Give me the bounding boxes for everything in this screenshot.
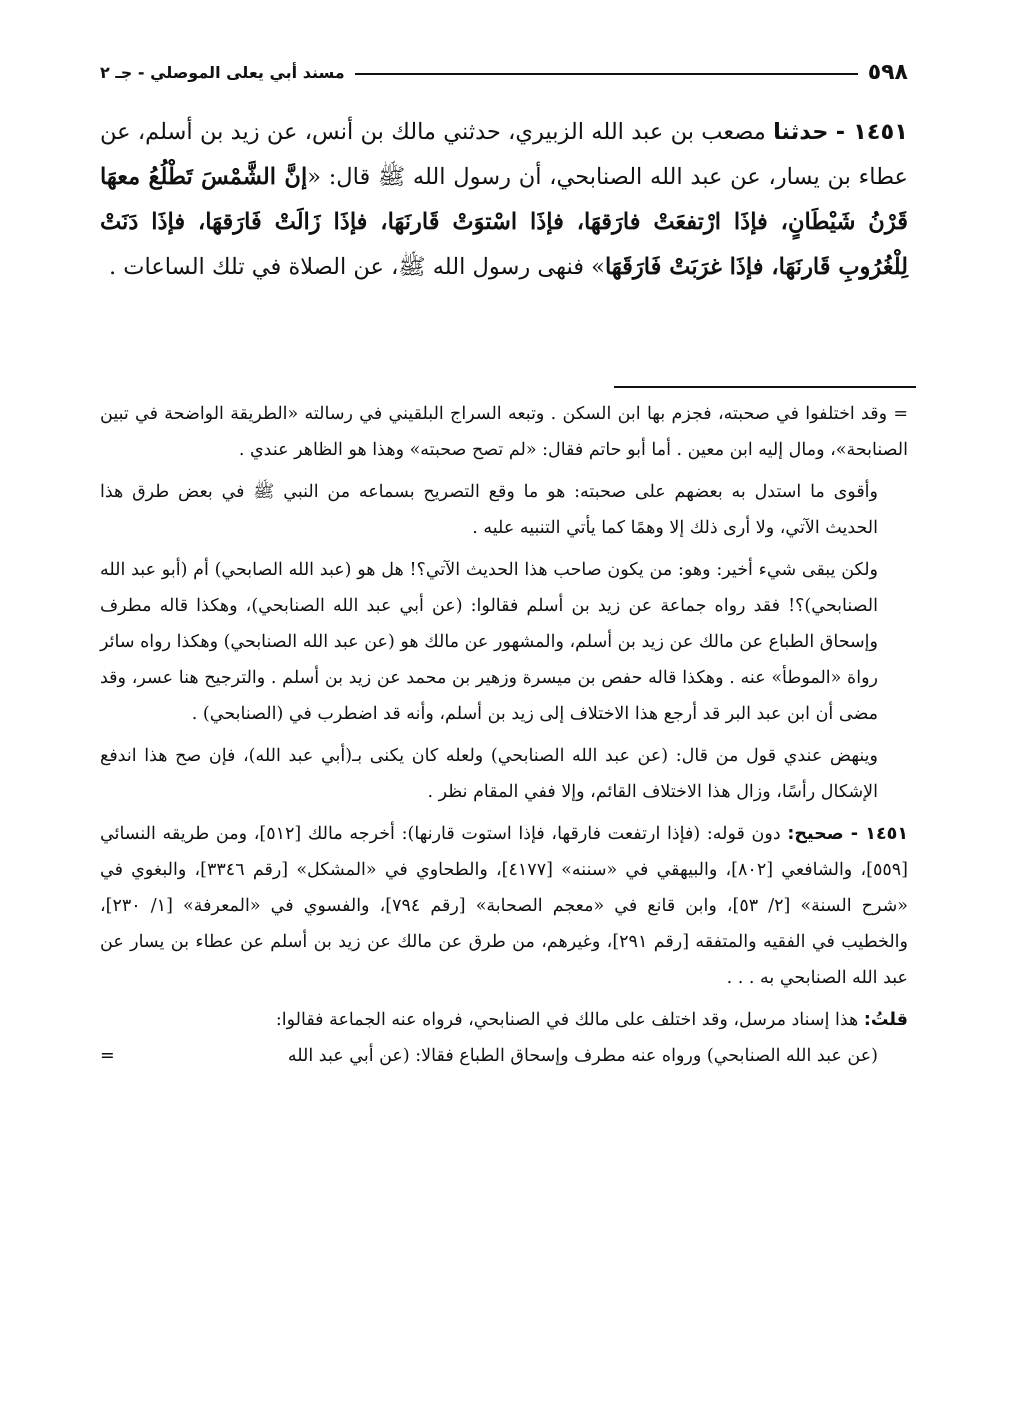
running-title: مسند أبي يعلى الموصلي - جـ ٢ (100, 56, 355, 90)
continued-line-text: (عن عبد الله الصنابحي) ورواه عنه مطرف وإسحاق الطباع فقالا: (عن أبي عبد الله (287, 1046, 878, 1066)
comment-paragraph (100, 1002, 908, 1038)
comment-lead: قلتُ: (863, 1010, 908, 1030)
footnote-text: = وقد اختلفوا في صحبته، فجزم بها ابن السكن . وتبعه السراج البلقيني في رسالته «الطريقة الواضحة في تبين الصنابحة»، ومال إليه ابن معين . أما أبو حاتم فقال: «لم تصح صحبته» وهذا هو الظاهر عندي . (100, 404, 908, 460)
hadith-tail: » فنهى رسول الله ﷺ، عن الصلاة في تلك الساعات . (109, 254, 605, 280)
footnote-separator (614, 386, 916, 388)
footnote-text: وأقوى ما استدل به بعضهم على صحبته: هو ما وقع التصريح بسماعه من النبي ﷺ في بعض طرق هذا الحديث الآتي، ولا أرى ذلك إلا وهمًا كما يأتي التنبيه عليه . (100, 482, 878, 538)
hadith-text (100, 110, 908, 290)
hadith-number: ١٤٥١ - (835, 119, 908, 145)
hadith-isnad: مصعب بن عبد الله الزبيري، حدثني مالك بن أنس، عن زيد بن أسلم، عن عطاء بن يسار، عن عبد الله الصنابحي، أن رسول الله ﷺ قال: « (100, 119, 908, 190)
comment-text: هذا إسناد مرسل، وقد اختلف على مالك في الصنابحي، فرواه عنه الجماعة فقالوا: (275, 1010, 859, 1030)
footnote-paragraph (100, 474, 908, 546)
footnotes (100, 396, 908, 1074)
continued-line (100, 1038, 908, 1074)
footnote-text: ولكن يبقى شيء أخير: وهو: من يكون صاحب هذا الحديث الآتي؟! هل هو (عبد الله الصابحي) أم (أبو عبد الله الصنابحي)؟! فقد رواه جماعة عن زيد بن أسلم فقالوا: (عن أبي عبد الله الصنابحي)، وهكذا قاله مطرف وإسحاق الطباع عن مالك عن زيد بن أسلم، والمشهور عن مالك هو (عن عبد الله الصنابحي) وهكذا رواه سائر رواة «الموطأ» عنه . وهكذا قاله حفص بن ميسرة وزهير بن محمد عن زيد بن أسلم . والترجيح هنا عسر، وقد مضى أن ابن عبد البر قد أرجع هذا الاختلاف إلى زيد بن أسلم، وأنه قد اضطرب في (الصنابحي) . (100, 560, 878, 724)
continuation-mark: = (100, 1046, 115, 1066)
footnote-text: وينهض عندي قول من قال: (عن عبد الله الصنابحي) ولعله كان يكنى بـ(أبي عبد الله)، فإن صح هذا اندفع الإشكال رأسًا، وزال هذا الاختلاف القائم، وإلا ففي المقام نظر . (100, 746, 878, 802)
page-number: ٥٩٨ (858, 56, 908, 90)
footnote-paragraph (100, 396, 908, 468)
takhrij-paragraph (100, 816, 908, 996)
footnote-paragraph (100, 552, 908, 732)
page-header (100, 56, 908, 90)
hadith-opener: حدثنا (773, 119, 829, 145)
footnote-paragraph (100, 738, 908, 810)
takhrij-text: دون قوله: (فإذا ارتفعت فارقها، فإذا استوت قارنها): أخرجه مالك [٥١٢]، ومن طريقه النسائي [٥٥٩]، والشافعي [٨٠٢]، والبيهقي في «سننه» [٤١٧٧]، والطحاوي في «المشكل» [رقم ٣٣٤٦]، والبغوي في «شرح السنة» [٢/ ٥٣]، وابن قانع في «معجم الصحابة» [رقم ٧٩٤]، والفسوي في «المعرفة» [١/ ٢٣٠]، والخطيب في الفقيه والمتفقه [رقم ٢٩١]، وغيرهم، من طرق عن مالك عن زيد بن أسلم عن عطاء بن يسار عن عبد الله الصنابحي به . . . (100, 824, 909, 988)
hadith-matn: إنَّ الشَّمْسَ تَطْلُعُ معهَا قَرْنُ شَيْطَانٍ، فإذَا ارْتفعَتْ فارَقهَا، فإذَا اسْتوَتْ قَارنَهَا، فإذَا زَالَتْ فَارَقهَا، فإذَا دَنَتْ لِلْغُرُوبِ قَارنَهَا، فإذَا غرَبَتْ فَارَقَهَا (100, 164, 908, 280)
takhrij-lead: ١٤٥١ - صحيح: (787, 824, 909, 844)
